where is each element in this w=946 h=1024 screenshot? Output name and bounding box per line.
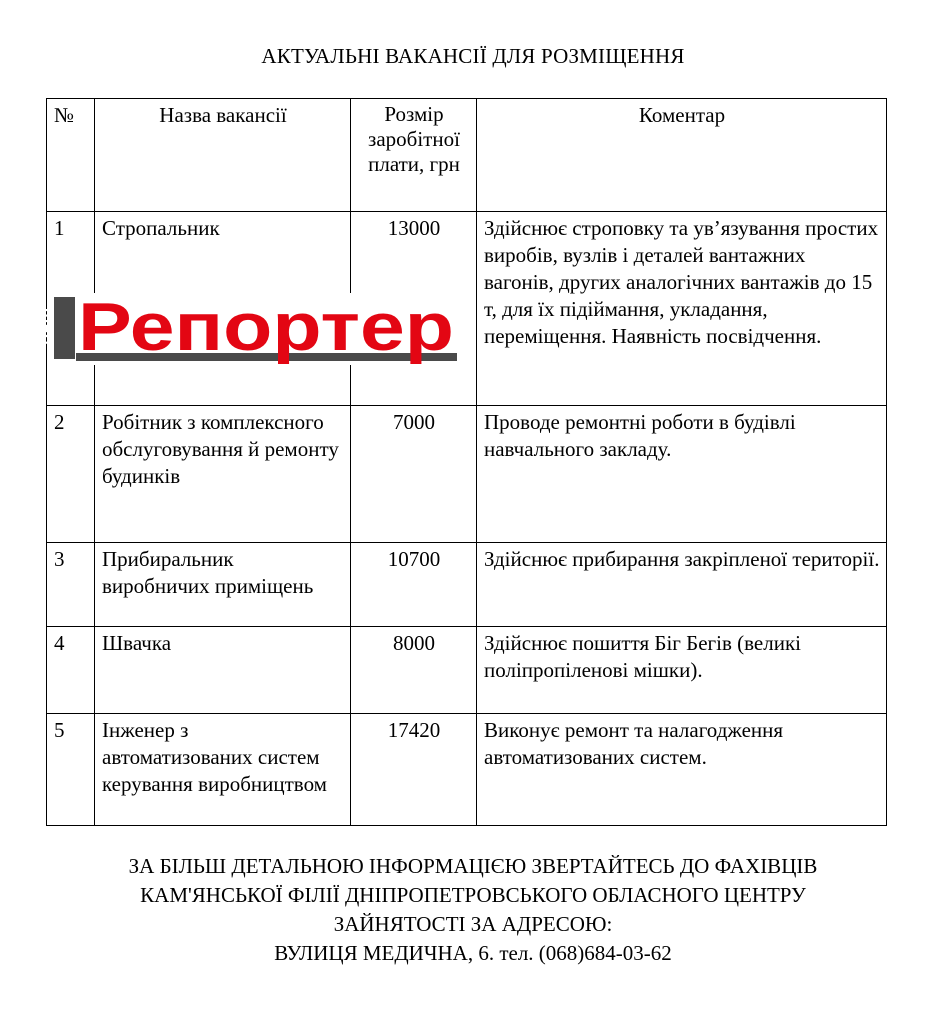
cell-name: Прибиральник виробничих приміщень	[95, 543, 351, 627]
header-comment: Коментар	[477, 99, 887, 212]
footer-line-3: ЗАЙНЯТОСТІ ЗА АДРЕСОЮ:	[333, 912, 613, 936]
header-name: Назва вакансії	[95, 99, 351, 212]
footer-line-4: ВУЛИЦЯ МЕДИЧНА, 6. тел. (068)684-03-62	[274, 941, 672, 965]
cell-name: Стропальник	[95, 212, 351, 406]
table-header-row	[47, 99, 887, 212]
table-row	[47, 714, 887, 826]
cell-num: 4	[47, 627, 95, 714]
cell-comment: Здійснює строповку та ув’язування простих виробів, вузлів і деталей вантажних вагонів, других аналогічних вантажів до 15 т, для їх підіймання, укладання, переміщення. Наявність посвідчення.	[477, 212, 887, 406]
cell-num: 3	[47, 543, 95, 627]
cell-pay: 8000	[351, 627, 477, 714]
cell-comment: Проводе ремонтні роботи в будівлі навчального закладу.	[477, 406, 887, 543]
cell-name: Швачка	[95, 627, 351, 714]
cell-num: 1	[47, 212, 95, 406]
cell-pay: 7000	[351, 406, 477, 543]
page-title: АКТУАЛЬНІ ВАКАНСІЇ ДЛЯ РОЗМІЩЕННЯ	[261, 44, 685, 68]
table-row	[47, 627, 887, 714]
cell-pay: 17420	[351, 714, 477, 826]
cell-pay: 13000	[351, 212, 477, 406]
header-pay: Розмір заробітної плати, грн	[351, 99, 477, 212]
cell-num: 2	[47, 406, 95, 543]
table-row	[47, 543, 887, 627]
cell-pay: 10700	[351, 543, 477, 627]
cell-comment: Виконує ремонт та налагодження автоматизованих систем.	[477, 714, 887, 826]
logo-small-text: НАШ	[37, 308, 54, 345]
header-num: №	[47, 99, 95, 212]
cell-comment: Здійснює прибирання закріпленої території.	[477, 543, 887, 627]
logo-big-text: Репортер	[78, 289, 454, 365]
footer-line-2: КАМ'ЯНСЬКОЇ ФІЛІЇ ДНІПРОПЕТРОВСЬКОГО ОБЛАСНОГО ЦЕНТРУ	[140, 883, 806, 907]
cell-name: Робітник з комплексного обслуговування й ремонту будинків	[95, 406, 351, 543]
cell-comment: Здійснює пошиття Біг Бегів (великі поліпропіленові мішки).	[477, 627, 887, 714]
vacancies-table	[46, 98, 887, 826]
cell-num: 5	[47, 714, 95, 826]
footer-line-1: ЗА БІЛЬШ ДЕТАЛЬНОЮ ІНФОРМАЦІЄЮ ЗВЕРТАЙТЕСЬ ДО ФАХІВЦІВ	[128, 854, 818, 878]
table-row	[47, 406, 887, 543]
cell-name: Інженер з автоматизованих систем керування виробництвом	[95, 714, 351, 826]
contact-footer	[0, 852, 946, 968]
nash-reporter-logo	[37, 289, 457, 365]
